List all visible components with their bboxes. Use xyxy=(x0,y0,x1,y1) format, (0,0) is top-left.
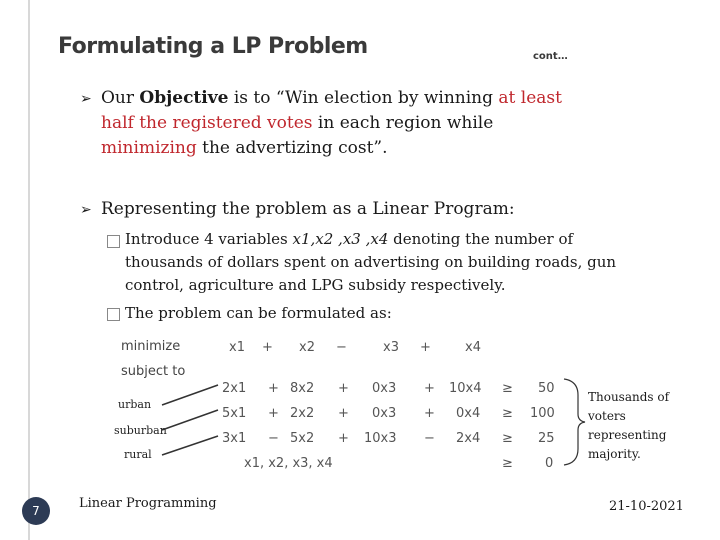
arrow-bullet-icon: ➢ xyxy=(80,202,92,218)
label-suburban: suburban xyxy=(114,424,167,437)
objective-term: x2 xyxy=(299,340,315,355)
constraint-coef: 2x2 xyxy=(290,406,315,421)
footer-date: 21-10-2021 xyxy=(609,499,684,514)
slide-title: Formulating a LP Problem xyxy=(58,34,368,59)
objective-mid: is to “Win election by winning xyxy=(228,88,499,108)
constraint-coef: 0x3 xyxy=(372,381,397,396)
page-number: 7 xyxy=(22,497,50,525)
constraint-coef: 10x4 xyxy=(449,381,482,396)
constraint-coef: 5x2 xyxy=(290,431,315,446)
constraint-operator: + xyxy=(424,406,435,421)
constraint-rhs: 100 xyxy=(530,406,555,421)
objective-operator: + xyxy=(420,340,431,355)
constraint-rhs: 25 xyxy=(538,431,555,446)
nonneg-rhs: 0 xyxy=(545,456,554,471)
constraint-coef: 2x4 xyxy=(456,431,481,446)
variables-denoting: denoting the number of xyxy=(388,230,574,248)
arrow-bullet-icon: ➢ xyxy=(80,91,92,107)
nonneg-vars: x1, x2, x3, x4 xyxy=(244,456,333,471)
objective-end: the advertizing cost”. xyxy=(196,138,388,158)
objective-bold: Objective xyxy=(139,88,229,108)
constraint-operator: + xyxy=(338,406,349,421)
objective-red-1: at least xyxy=(498,88,562,108)
constraint-rhs: 50 xyxy=(538,381,555,396)
constraint-coef: 5x1 xyxy=(222,406,247,421)
constraint-coef: 2x1 xyxy=(222,381,247,396)
objective-red-2: half the registered votes xyxy=(101,113,313,133)
objective-term: x1 xyxy=(229,340,245,355)
constraint-coef: 0x3 xyxy=(372,406,397,421)
constraint-relation: ≥ xyxy=(502,431,513,446)
suburban-connector xyxy=(162,410,218,430)
objective-operator: − xyxy=(336,340,347,355)
variables-line-2: thousands of dollars spent on advertising on building roads, gun xyxy=(125,253,617,271)
subject-to-label: subject to xyxy=(121,364,186,379)
majority-note: Thousands of voters representing majority. xyxy=(588,390,670,461)
sub-bullet-formulated: The problem can be formulated as: xyxy=(125,304,392,322)
urban-connector xyxy=(162,385,218,405)
objective-term: x3 xyxy=(383,340,399,355)
constraint-operator: + xyxy=(424,381,435,396)
constraint-operator: + xyxy=(338,381,349,396)
constraint-coef: 3x1 xyxy=(222,431,247,446)
constraint-coef: 10x3 xyxy=(364,431,397,446)
brace-icon xyxy=(564,379,585,465)
constraint-operator: + xyxy=(338,431,349,446)
objective-term: x4 xyxy=(465,340,481,355)
constraint-relation: ≥ xyxy=(502,381,513,396)
constraint-coef: 8x2 xyxy=(290,381,315,396)
constraint-operator: + xyxy=(268,406,279,421)
constraint-relation: ≥ xyxy=(502,406,513,421)
variables-intro: Introduce 4 variables xyxy=(125,230,293,248)
variables-line-3: control, agriculture and LPG subsidy respectively. xyxy=(125,276,506,294)
label-urban: urban xyxy=(118,398,152,411)
objective-after-red-2: in each region while xyxy=(312,113,494,133)
constraint-coef: 0x4 xyxy=(456,406,481,421)
representing-bullet: Representing the problem as a Linear Program: xyxy=(101,199,515,219)
objective-red-3: minimizing xyxy=(101,138,197,158)
label-rural: rural xyxy=(124,448,152,461)
minimize-label: minimize xyxy=(121,339,181,354)
variables-list: x1,x2 ,x3 ,x4 xyxy=(292,230,389,248)
nonneg-relation: ≥ xyxy=(502,456,513,471)
footer-title: Linear Programming xyxy=(79,496,217,511)
continued-label: cont… xyxy=(533,51,568,62)
constraint-operator: − xyxy=(424,431,435,446)
objective-pre: Our xyxy=(101,88,140,108)
rural-connector xyxy=(162,436,218,455)
constraint-operator: − xyxy=(268,431,279,446)
objective-operator: + xyxy=(262,340,273,355)
constraint-operator: + xyxy=(268,381,279,396)
